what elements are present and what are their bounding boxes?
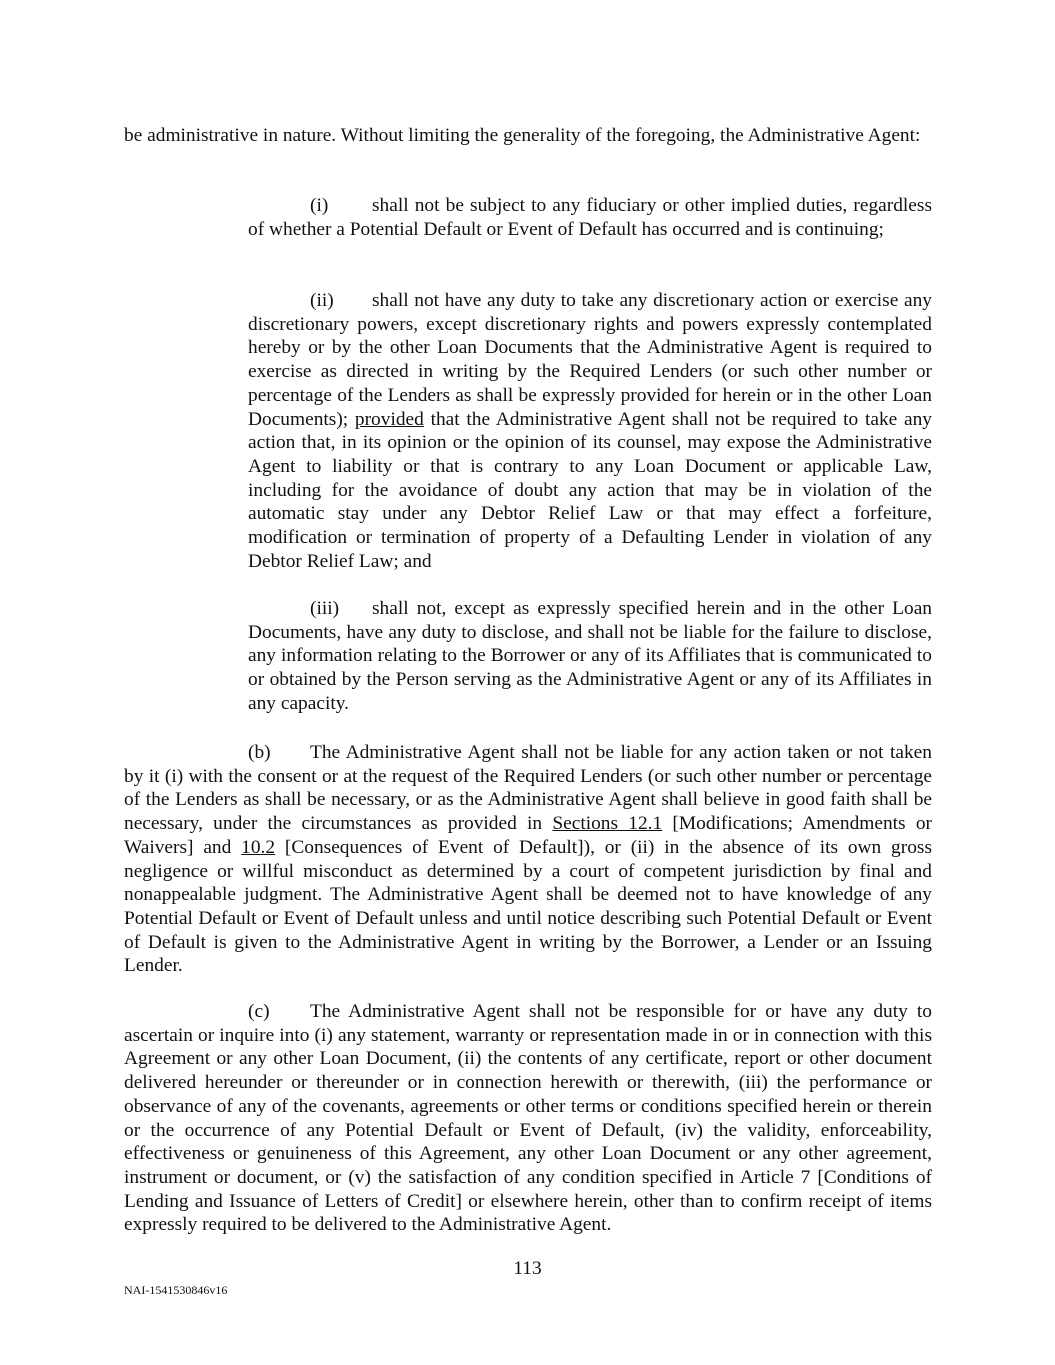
page-number: 113 (513, 1258, 542, 1279)
clause-ii-text-before: shall not have any duty to take any discretionary action or exercise any discretionary powers, except discretionary rights and powers expressly contemplated hereby or by the other Loan Documents that the Administrative Agent is required to exercise as directed in writing by the Required Lenders (or such other number or percentage of the Lenders as shall be expressly provided for herein or in the other Loan Documents); (248, 290, 932, 430)
intro-text: be administrative in nature. Without limiting the generality of the foregoing, the Administrative Agent: (124, 125, 921, 146)
clause-ii-text-after: that the Administrative Agent shall not be required to take any action that, in its opinion or the opinion of its counsel, may expose the Administrative Agent to liability or that is contrary to any Loan Document or applicable Law, including for the avoidance of doubt any action that may be in violation of the automatic stay under any Debtor Relief Law or that may effect a forfeiture, modification or termination of property of a Defaulting Lender in violation of any Debtor Relief Law; and (248, 408, 932, 572)
document-id: NAI-1541530846v16 (124, 1283, 228, 1297)
intro-paragraph (124, 124, 932, 148)
paragraph-b-text-2: [Modifications; Amendments or Waivers] and (124, 813, 932, 858)
section-12-1-reference: Sections 12.1 (552, 813, 663, 835)
section-10-2-reference: 10.2 (241, 836, 276, 858)
provided-term: provided (354, 408, 424, 430)
clause-iii-text: shall not, except as expressly specified herein and in the other Loan Documents, have any duty to disclose, and shall not be liable for the failure to disclose, any information relating to the Borrower or any of its Affiliates that is communicated to or obtained by the Person serving as the Administrative Agent or any of its Affiliates in any capacity. (248, 598, 932, 714)
paragraph-c (124, 1000, 932, 1237)
paragraph-c-label: (c) (248, 1001, 270, 1022)
paragraph-b (124, 741, 932, 978)
clause-iii-paragraph (248, 597, 932, 716)
clause-ii-label: (ii) (310, 290, 334, 311)
paragraph-c-text: The Administrative Agent shall not be responsible for or have any duty to ascertain or inquire into (i) any statement, warranty or representation made in or in connection with this Agreement or any other Loan Document, (ii) the contents of any certificate, report or other document delivered hereunder or thereunder or in connection herewith or therewith, (iii) the performance or observance of any of the covenants, agreements or other terms or conditions specified herein or therein or the occurrence of any Potential Default or Event of Default, (iv) the validity, enforceability, effectiveness or genuineness of this Agreement, any other Loan Document or any other agreement, instrument or document, or (v) the satisfaction of any condition specified in Article 7 [Conditions of Lending and Issuance of Letters of Credit] or elsewhere herein, other than to confirm receipt of items expressly required to be delivered to the Administrative Agent. (124, 1001, 932, 1236)
paragraph-b-text-1: The Administrative Agent shall not be liable for any action taken or not taken by it (i) with the consent or at the request of the Required Lenders (or such other number or percentage of the Lenders as shall be necessary, or as the Administrative Agent shall believe in good faith shall be necessary, under the circumstances as provided in (124, 742, 932, 835)
clause-ii-paragraph (248, 289, 932, 573)
paragraph-b-text-3: [Consequences of Event of Default]), or (ii) in the absence of its own gross negligence or willful misconduct as determined by a court of competent jurisdiction by final and nonappealable judgment. The Administrative Agent shall be deemed not to have knowledge of any Potential Default or Event of Default unless and until notice describing such Potential Default or Event of Default is given to the Administrative Agent in writing by the Borrower, a Lender or an Issuing Lender. (124, 836, 932, 977)
clause-i-label: (i) (310, 195, 329, 216)
clause-i-paragraph (248, 194, 932, 241)
clause-iii-label: (iii) (310, 598, 340, 619)
clause-i-text: shall not be subject to any fiduciary or other implied duties, regardless of whether a Potential Default or Event of Default has occurred and is continuing; (248, 195, 932, 240)
paragraph-b-label: (b) (248, 742, 271, 763)
